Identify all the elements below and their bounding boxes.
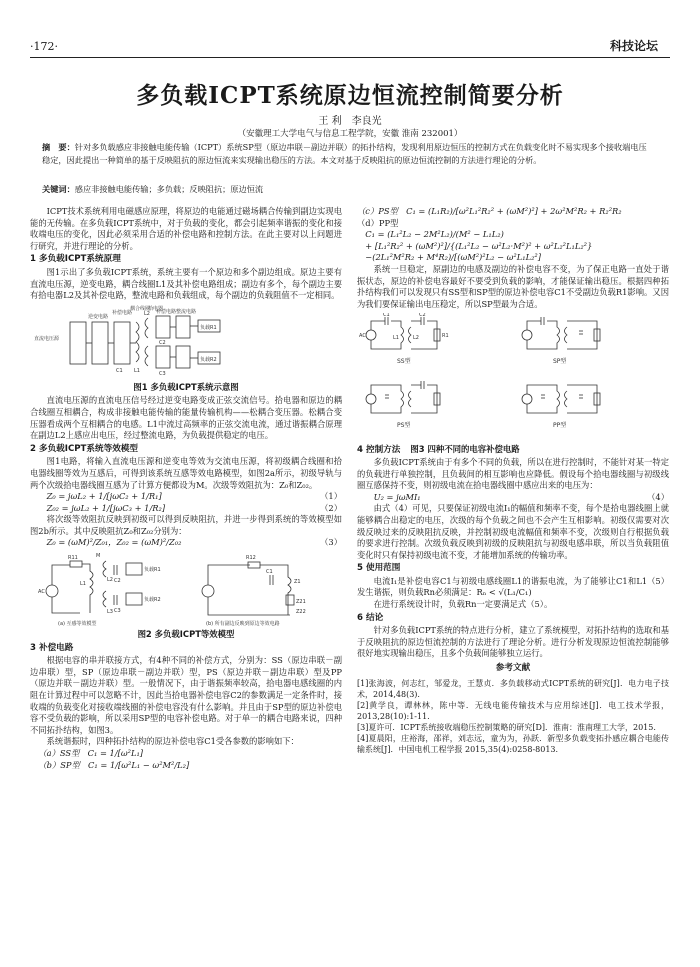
fig1-label-5: 补偿电路 — [156, 308, 177, 315]
reference-item: [3]夏许可．ICPT系统接收端稳压控制策略的研究[D]．淮南：淮南理工大学，2015. — [357, 722, 656, 732]
equation-d-line-2: + [L₁²R₂² + (ωM²)²]/{(L₁²L₂ − ω²L₂·M²)² + ω²L₂²L₁L₂²} — [365, 240, 593, 251]
paper-title: 多负载ICPT系统原边恒流控制简要分析 — [136, 82, 564, 109]
fig2-label-8: C2 — [114, 578, 121, 585]
section-1-title: 1 多负载ICPT系统原理 — [30, 254, 121, 265]
abstract-text: 针对多负载感应非接触电能传输（ICPT）系统SP型（原边串联－副边并联）的拓扑结构，发现利用原边恒压的控制方式在负载变化时不易实现多个接收端电压稳定，因此提出一种简单的基于反映阻抗的原边恒流来实现输出稳压的方法。本文对基于反映阻抗的原边恒流控制的方法进行理论的分析。 — [42, 142, 647, 165]
fig1-label-3: 耦合线圈 — [130, 305, 151, 312]
fig2a-load-r1 — [126, 563, 142, 575]
primary-compensation-block — [114, 322, 130, 364]
abstract — [42, 141, 654, 166]
fig3-label-c1: C1 — [383, 313, 390, 319]
fig2-label-11: 负载R2 — [144, 597, 161, 604]
fig2-label-10: 负载R1 — [144, 567, 161, 574]
keywords-label: 关键词： — [42, 184, 75, 194]
section-5-row — [357, 576, 669, 599]
right-column — [357, 206, 669, 755]
left-column — [30, 206, 342, 771]
equation-2 — [30, 503, 342, 515]
equation-1-body: Z₀ = jωL₂ + 1/[jωC₂ + 1/R₁] — [46, 491, 162, 502]
fig2-label-12: Z1 — [294, 579, 301, 586]
fig1-label-1: 逆变电路 — [88, 313, 109, 320]
fig1-label-4: 拾电器 — [148, 305, 164, 312]
fig2b-caption: (b) 所有副边反映到原边等效电路 — [206, 621, 280, 628]
equation-2-body: Z₀₂ = jωL₂ + 1/[jωC₃ + 1/R₂] — [46, 502, 166, 513]
equation-5-number: （5） — [647, 575, 669, 586]
reference-item: [1]张海波，何志红，邹爱龙，王慧贞．多负载移动式ICPT系统的研究[J]．电力电子技术，2014,48(3). — [357, 678, 669, 699]
inverter-block — [92, 322, 108, 364]
rectifier-1 — [176, 316, 190, 338]
fig2a-resistor-r11 — [70, 561, 82, 567]
figure-2-caption: 图2 多负载ICPT等效模型 — [137, 629, 235, 640]
section-5-title: 5 使用范围 — [357, 563, 401, 574]
fig1-label-13: C3 — [159, 370, 166, 377]
equation-3-number: （3） — [320, 537, 342, 548]
fig3-ps-label: PS型 — [397, 422, 411, 430]
section-5-paragraph-2: 在进行系统设计时，负载Rn一定要满足式（5）。 — [373, 599, 553, 610]
fig2b-z21 — [286, 595, 294, 605]
fig1-label-2: 补偿电路 — [112, 309, 133, 316]
keywords-text: 感应非接触电能传输；多负载；反映阻抗；原边恒流 — [74, 184, 264, 194]
fig3-label-l2: L2 — [413, 335, 419, 342]
figure-3-caption-row — [357, 444, 669, 457]
fig2-label-14: Z22 — [296, 609, 306, 616]
equation-b: （b）SP型 C₁ = 1/[ω²L₁ − ω²M²/L₂] — [38, 759, 190, 770]
fig2-label-6: L3 — [107, 609, 113, 616]
equation-1 — [30, 491, 342, 503]
abstract-label: 摘 要： — [42, 142, 75, 152]
secondary-compensation-1 — [156, 316, 170, 338]
equation-a: （a）SS型 C₁ = 1/[ω²L₁] — [38, 748, 144, 758]
fig1-label-7: 负载R1 — [200, 324, 217, 331]
rectifier-2 — [176, 346, 190, 368]
fig3-pp-label: PP型 — [553, 422, 567, 430]
equation-3-body: Z₀ = (ωM)²/Z₀₁，Z₀₂ = (ωM)²/Z₀₂ — [46, 537, 182, 548]
equation-2-number: （2） — [320, 502, 342, 513]
equation-1-number: （1） — [320, 491, 342, 502]
figure-3-caption: 图3 四种不同的电容补偿电路 — [410, 444, 520, 455]
authors: 王 利 李良光 — [318, 116, 382, 127]
section-5-paragraph: 电流I₁是补偿电容C1与初级电感线圈L1的谐振电流，为了能够让C1和L1发生谐振，则负载Rn必须满足：Rₙ < √(L₁/C₁) — [357, 575, 648, 598]
fig3-label-l1: L1 — [393, 335, 399, 342]
fig3-label-ac: AC — [359, 333, 366, 340]
fig3-ss-label: SS型 — [397, 358, 411, 366]
fig2-label-1: R11 — [68, 555, 78, 562]
header-rule — [30, 57, 670, 58]
section-2-paragraph: 图1电路，将输入直流电压源和逆变电等效为交流电压源，将初级耦合线圈和拾电器线圈等效为互感后，可得到该系统互感等效电路模型，如图2a所示，初级导轨与两个次级拾电器线圈互感为了计算方便都设为M。次级等效阻抗为：Z₀和Z₀₂。 — [30, 456, 342, 490]
equation-d-line-3: −(2L₁²M²R₂ + M⁴R₂)/[(ωM²)²L₂ − ω²L₁L₂²] — [365, 252, 541, 263]
fig2-label-0: AC — [38, 589, 45, 596]
figure-1-diagram — [30, 304, 342, 380]
fig1-label-11: C1 — [116, 367, 123, 374]
section-2-title: 2 多负载ICPT系统等效模型 — [30, 443, 138, 454]
section-3-paragraph-2: 系统谐振时，四种拓扑结构的原边补偿电容C1受各参数的影响如下： — [46, 736, 299, 747]
pickup-coil-l3 — [145, 346, 148, 366]
fig2a-ac-source — [46, 585, 58, 597]
fig1-label-9: L1 — [134, 367, 140, 374]
journal-name: 科技论坛 — [609, 39, 658, 53]
fig3-label-c2: C2 — [419, 313, 426, 319]
section-3-paragraph: 根据电容的串并联接方式，有4种不同的补偿方式，分别为：SS（原边串联－副边串联）型，SP（原边串联－副边并联）型，PS（原边并联－副边串联）型及PP（原边并联－副边并联）型。一般情况下，由于谐振频率较高，拾电器电感线圈的内阻在计算过程中可以忽略不计，因此当拾电器补偿电容C2的参数满足一定条件时，接收端的负载变化对接收端线圈的补偿电容没有什么影响。并且由于SP型的原边补偿电容不受负载的影响，所以采用SP型的电容补偿电路。对于单一的耦合电路来说，四种不同拓扑结构，如图3。 — [30, 655, 342, 735]
dc-source-block — [70, 322, 86, 364]
section-4-paragraph-2: 由式（4）可见，只要保证初级电流I₁的幅值和频率不变，每个是拾电器线圈上就能够耦合出稳定的电压，次级的每个负载之间也不会产生互相影响。初级仅需要对次级反映过来的反映阻抗反映，并控制初级电流幅值和频率不变，次级则自行根据负载的要求进行控制。次级负载反映到初级的反映阻抗与初级电感串联，所以当负载阻值变化时只有保持初级电流不变，才能增加系统的传输功率。 — [357, 503, 669, 560]
equation-d-line-1: C₁ = (L₁²L₂ − 2M²L₂)/(M² − L₁L₂) — [365, 229, 504, 240]
right-paragraph-1: 系统一旦稳定，原副边的电感及副边的补偿电容不变，为了保正电路一直处于谐振状态，原边的补偿电容最好不要受到负载的影响，才能保证输出稳压。根据四种拓扑结构我们可以发现只有SS型和SP型的原边补偿电容C1不受副边负载R1影响。又因为我们要保证输出电压稳定，所以SP型最为合适。 — [357, 263, 669, 309]
section-4-title: 4 控制方法 — [357, 445, 401, 456]
section-2-paragraph-2: 将次级等效阻抗反映到初级可以得到反映阻抗，并进一步得到系统的等效模型如图2b所示。其中反映阻抗Z₀和Z₀₂分别为： — [30, 514, 342, 536]
sp-ac-source — [522, 330, 532, 340]
page-number: ·172· — [30, 40, 58, 53]
figure-1-caption: 图1 多负载ICPT系统示意图 — [133, 381, 239, 392]
figure-1-paragraph: 直流电压源的直流电压信号经过逆变电路变成正弦交流信号。拾电器和原边的耦合线圈互相耦合，构成非接触电能传输的能量传输机构——松耦合变压器。松耦合变压器看成两个互相耦合的电感。L1中流过高频率的正弦交流电流，通过谐振耦合原理在副边L2上感应出电压，经过整流电路，为负载提供稳定的电压。 — [30, 395, 342, 441]
affiliation: （安徽理工大学电气与信息工程学院，安徽 淮南 232001） — [237, 129, 463, 139]
section-3-title: 3 补偿电路 — [30, 642, 74, 653]
coupling-coil-l1 — [136, 322, 139, 362]
section-1-paragraph: 图1示出了多负载ICPT系统，系统主要有一个原边和多个副边组成。原边主要有直流电压源，逆变电路，耦合线圈L1及其补偿电路组成；副边有多个，每个副边主要有拾电器L2及其补偿电路，整流电路和负载组成，每个副边的负载阻值不一定相同。 — [30, 266, 342, 301]
equation-3 — [30, 537, 342, 549]
section-4-paragraph: 多负载ICPT系统由于有多个不同的负载，所以在进行控制时，不能针对某一特定的负载进行单独控制，且负载间的相互影响也应降低。假设每个拾电器线圈与初级线圈互感保持不变，则初级电流在拾电器线圈中感应出来的电压为： — [357, 456, 669, 491]
pp-ac-source — [522, 394, 532, 404]
fig2a-load-r2 — [126, 593, 142, 605]
ss-ac-source — [366, 330, 376, 340]
fig1-label-0: 直流电压源 — [34, 335, 60, 342]
reference-item: [2]黄学良，谭林林，陈中等．无线电能传输技术与应用综述[J]．电工技术学报，2013,28(10):1-11. — [357, 700, 669, 721]
equation-4 — [357, 492, 669, 504]
fig2a-primary-coil — [82, 564, 93, 613]
fig2-label-3: M — [96, 553, 101, 560]
ps-ac-source — [366, 394, 376, 404]
fig1-label-6: 整流电路 — [176, 308, 197, 315]
fig2-label-7: C1 — [266, 569, 273, 576]
fig2a-secondary-coil-2 — [103, 591, 106, 607]
figure-3-diagram — [357, 313, 669, 441]
equation-4-number: （4） — [647, 491, 669, 502]
fig1-label-8: 负载R2 — [200, 356, 217, 363]
references-title: 参考文献 — [495, 663, 531, 674]
fig2-label-4: L1 — [80, 581, 86, 588]
figure-2-diagram — [30, 551, 342, 627]
intro-paragraph: ICPT技术系统利用电磁感应原理，将原边的电能通过磁场耦合传输到副边实现电能的无传输。在多负载ICPT系统中，对于负载的变化，都会引起频率谐振的变化和接收端电压的变化，因此必须采用合适的补偿电路和控制方法。在此主要对以上问题进行研究，并进行理论的分析。 — [30, 206, 342, 251]
fig1-label-10: L2 — [144, 310, 150, 317]
fig3-sp-label: SP型 — [553, 358, 567, 366]
keywords — [42, 183, 654, 195]
secondary-compensation-2 — [156, 346, 170, 368]
fig2a-secondary-coil-1 — [103, 561, 106, 577]
fig2-label-2: R12 — [246, 555, 256, 562]
reference-item: [4]夏晨阳，庄裕海，邵祥，刘志远，童为为，孙跃．新型多负载变拓扑感应耦合电能传输系统[J]．中国电机工程学报 2015,35(4):0258-8013. — [357, 733, 669, 754]
equation-c: （c）PS型 C₁ = (L₁R₂)/[ω²L₁²R₂² + (ωM²)²] + 2ω²M²R₂ + R₂²R₂ — [357, 206, 622, 216]
pickup-coil-l2 — [145, 318, 148, 338]
fig2-label-9: C3 — [114, 608, 121, 615]
fig2a-caption: (a) 互感等效模型 — [58, 621, 97, 628]
equation-d-label: （d）PP型 — [357, 217, 399, 228]
fig2b-ac-source — [202, 585, 214, 597]
fig1-label-12: C2 — [159, 339, 166, 346]
fig3-label-r1: R1 — [442, 333, 449, 340]
section-6-title: 6 结论 — [357, 612, 384, 623]
fig2-label-13: Z21 — [296, 599, 306, 606]
equation-4-body: U₂ = jωMI₁ — [373, 491, 421, 502]
section-6-paragraph: 针对多负载ICPT系统的特点进行分析，建立了系统模型，对拓扑结构的选取和基于反映阻抗的原边恒流控制的方法进行了理论分析。进行分析发现原边恒流控制能够很好地实现输出稳压，且多个负载间能够独立运行。 — [357, 625, 669, 659]
fig2-label-5: L2 — [107, 577, 113, 584]
